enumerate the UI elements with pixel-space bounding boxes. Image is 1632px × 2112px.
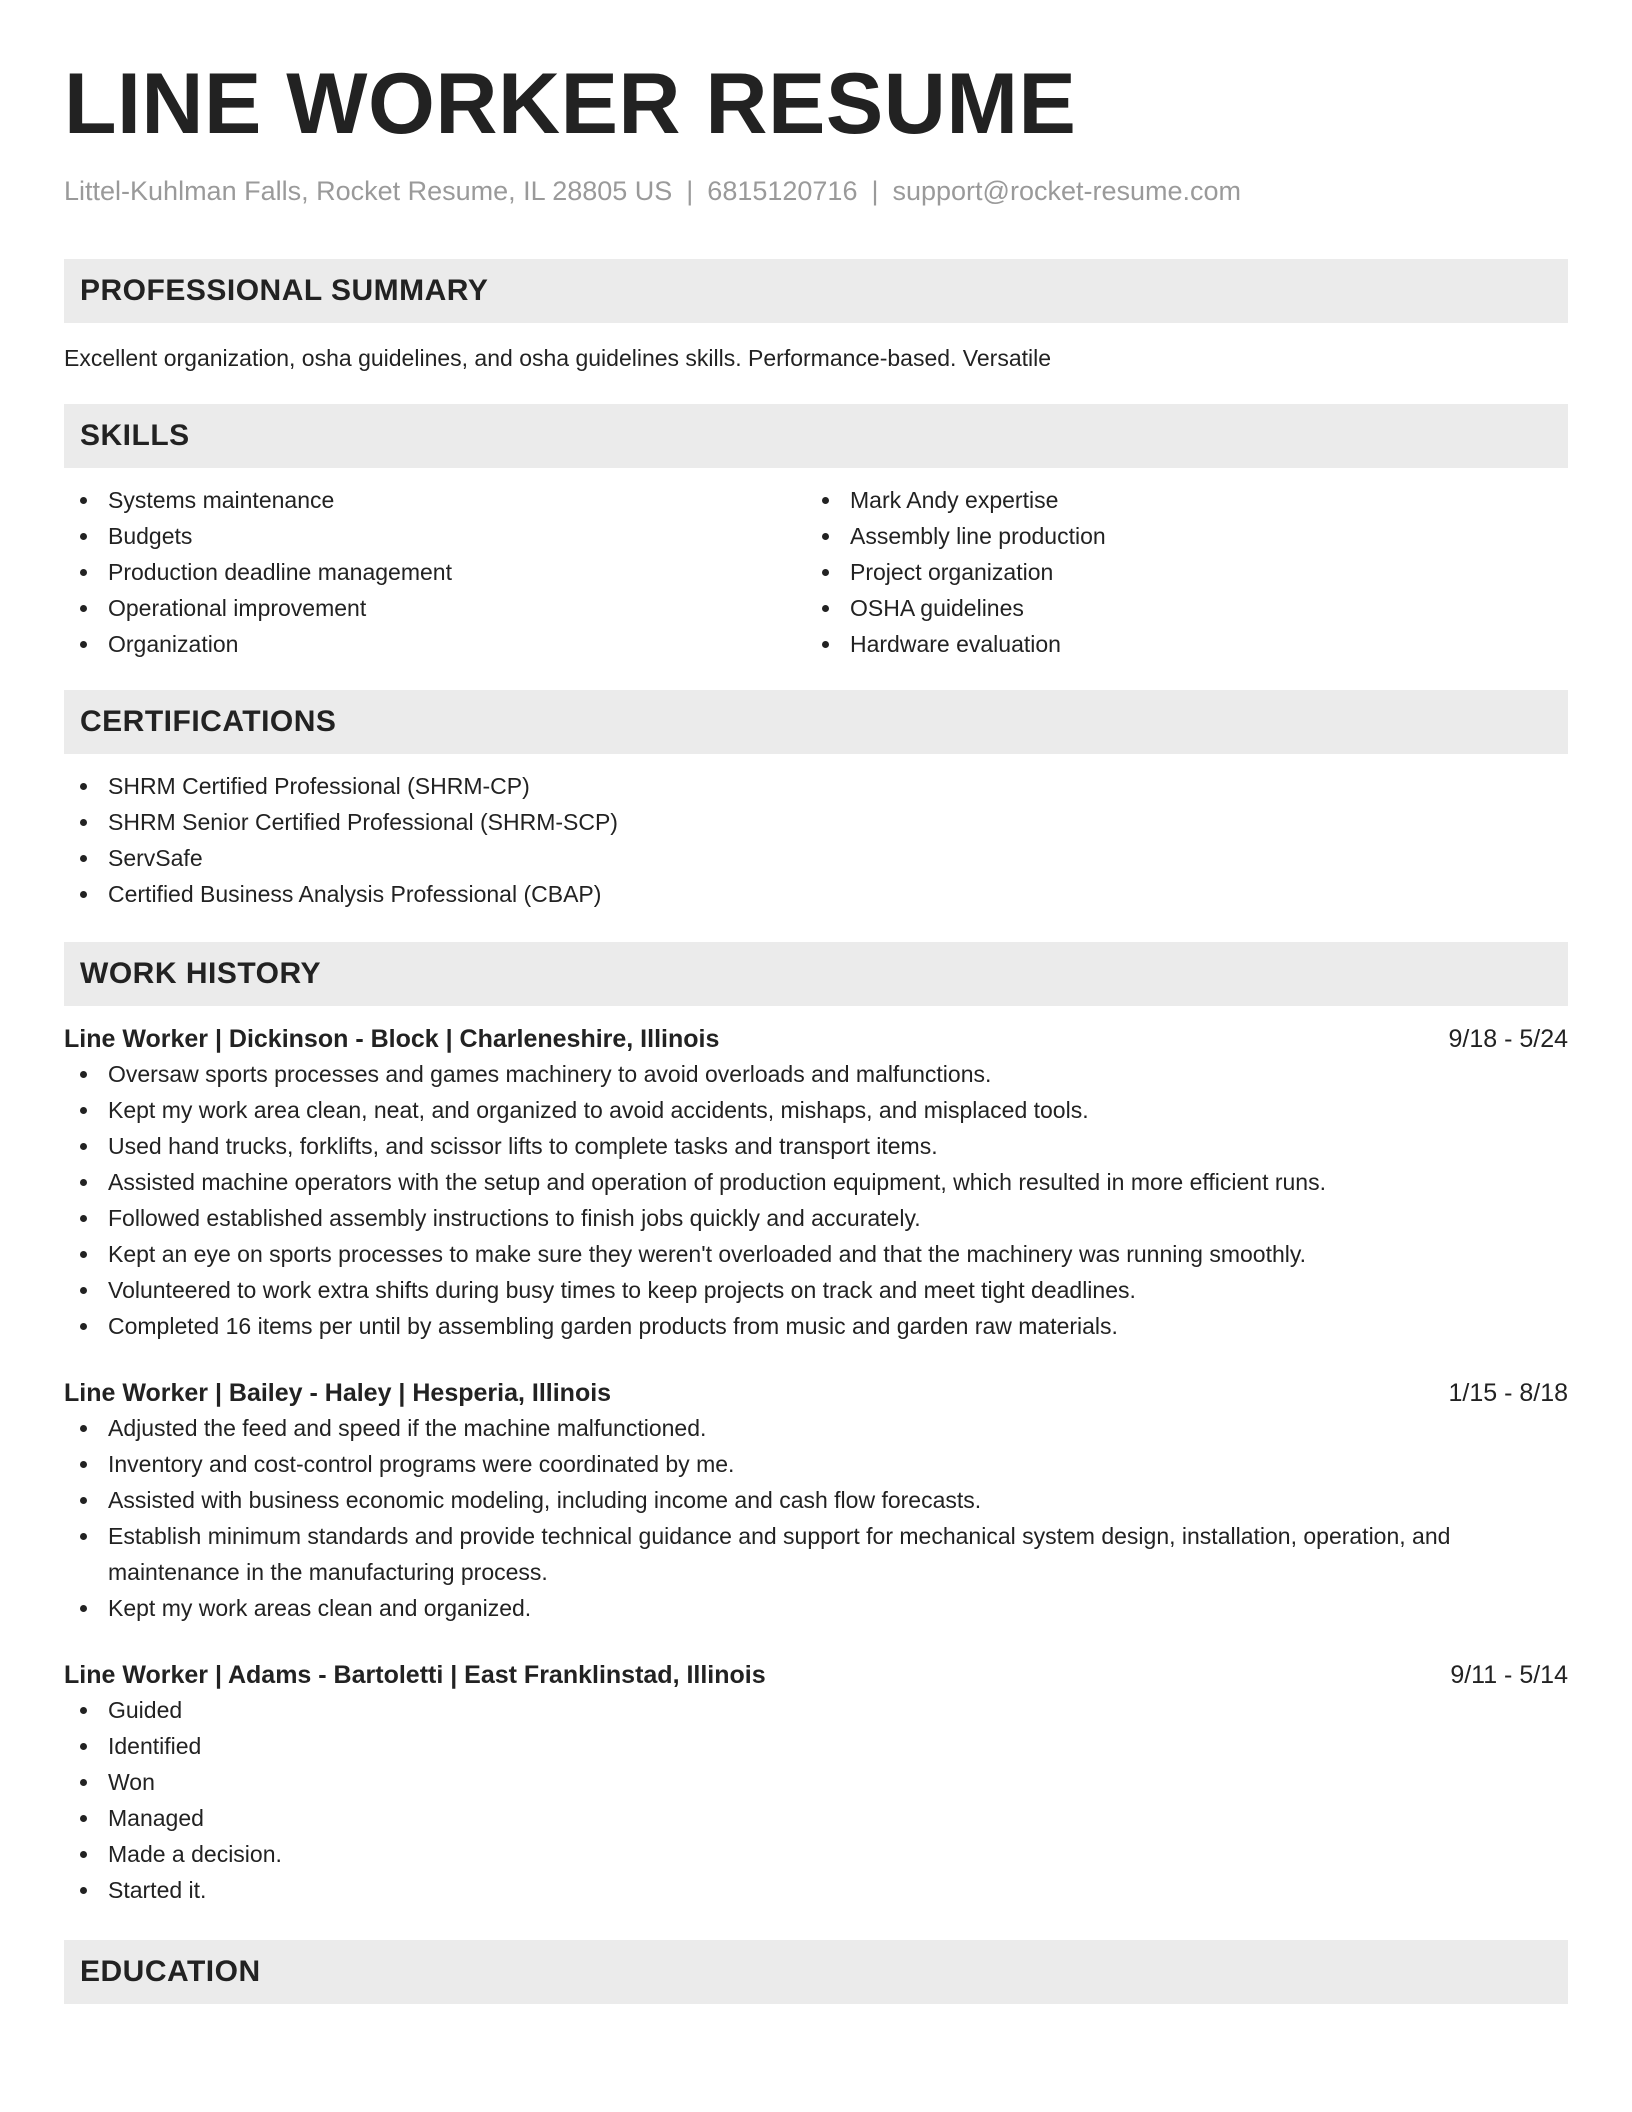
job-bullet: Used hand trucks, forklifts, and scissor lifts to complete tasks and transport items. [64, 1128, 1568, 1164]
section-header-education: EDUCATION [64, 1940, 1568, 2004]
job-entry [64, 1376, 1568, 1626]
job-bullet: Managed [64, 1800, 1568, 1836]
job-bullet: Adjusted the feed and speed if the machine malfunctioned. [64, 1410, 1568, 1446]
job-bullet: Completed 16 items per until by assembling garden products from music and garden raw materials. [64, 1308, 1568, 1344]
job-bullet: Establish minimum standards and provide technical guidance and support for mechanical system design, installation, operation, and maintenance in the manufacturing process. [64, 1518, 1568, 1590]
skill-item: Operational improvement [64, 590, 806, 626]
skill-item: Systems maintenance [64, 482, 806, 518]
job-bullet: Made a decision. [64, 1836, 1568, 1872]
skill-item: Hardware evaluation [806, 626, 1548, 662]
job-bullet: Volunteered to work extra shifts during busy times to keep projects on track and meet tight deadlines. [64, 1272, 1568, 1308]
job-bullet: Kept my work area clean, neat, and organized to avoid accidents, mishaps, and misplaced tools. [64, 1092, 1568, 1128]
contact-email: support@rocket-resume.com [892, 176, 1242, 206]
job-bullet: Started it. [64, 1872, 1568, 1908]
skill-item: Budgets [64, 518, 806, 554]
skill-item: Organization [64, 626, 806, 662]
skill-item: OSHA guidelines [806, 590, 1548, 626]
job-bullet: Assisted with business economic modeling, including income and cash flow forecasts. [64, 1482, 1568, 1518]
job-entry [64, 1658, 1568, 1908]
job-bullet: Oversaw sports processes and games machinery to avoid overloads and malfunctions. [64, 1056, 1568, 1092]
skills-column-right [806, 482, 1548, 662]
job-bullets [64, 1692, 1568, 1908]
job-bullet: Assisted machine operators with the setup and operation of production equipment, which resulted in more efficient runs. [64, 1164, 1568, 1200]
job-title: Line Worker | Dickinson - Block | Charleneshire, Illinois [64, 1025, 720, 1053]
resume-title: LINE WORKER RESUME [64, 56, 1077, 152]
job-dates: 9/18 - 5/24 [1448, 1025, 1568, 1053]
contact-separator: | [871, 176, 879, 206]
job-bullet: Kept an eye on sports processes to make sure they weren't overloaded and that the machinery was running smoothly. [64, 1236, 1568, 1272]
skill-item: Mark Andy expertise [806, 482, 1548, 518]
skill-item: Assembly line production [806, 518, 1548, 554]
skill-item: Production deadline management [64, 554, 806, 590]
job-bullet: Kept my work areas clean and organized. [64, 1590, 1568, 1626]
certification-item: Certified Business Analysis Professional (CBAP) [64, 876, 1568, 912]
job-header [64, 1658, 1568, 1692]
contact-separator: | [686, 176, 694, 206]
job-bullet: Inventory and cost-control programs were coordinated by me. [64, 1446, 1568, 1482]
skills-list [64, 482, 1568, 662]
job-header [64, 1376, 1568, 1410]
contact-line [64, 174, 1568, 208]
certifications-list [64, 768, 1568, 912]
certification-item: SHRM Senior Certified Professional (SHRM-SCP) [64, 804, 1568, 840]
job-bullet: Identified [64, 1728, 1568, 1764]
job-bullet: Won [64, 1764, 1568, 1800]
job-bullets [64, 1056, 1568, 1344]
job-dates: 9/11 - 5/14 [1450, 1661, 1568, 1689]
certification-item: ServSafe [64, 840, 1568, 876]
job-dates: 1/15 - 8/18 [1448, 1379, 1568, 1407]
summary-text: Excellent organization, osha guidelines, and osha guidelines skills. Performance-based. Versatile [64, 345, 1052, 371]
job-bullet: Guided [64, 1692, 1568, 1728]
section-header-skills: SKILLS [64, 404, 1568, 468]
job-bullet: Followed established assembly instructions to finish jobs quickly and accurately. [64, 1200, 1568, 1236]
job-title: Line Worker | Bailey - Haley | Hesperia, Illinois [64, 1379, 612, 1407]
section-header-summary: PROFESSIONAL SUMMARY [64, 259, 1568, 323]
certification-item: SHRM Certified Professional (SHRM-CP) [64, 768, 1568, 804]
job-entry [64, 1022, 1568, 1344]
job-bullets [64, 1410, 1568, 1626]
section-header-work-history: WORK HISTORY [64, 942, 1568, 1006]
job-title: Line Worker | Adams - Bartoletti | East Franklinstad, Illinois [64, 1661, 766, 1689]
resume-page [64, 0, 1568, 2004]
contact-phone: 6815120716 [707, 176, 858, 206]
job-header [64, 1022, 1568, 1056]
skill-item: Project organization [806, 554, 1548, 590]
contact-address: Littel-Kuhlman Falls, Rocket Resume, IL 28805 US [64, 176, 673, 206]
section-header-certifications: CERTIFICATIONS [64, 690, 1568, 754]
skills-column-left [64, 482, 806, 662]
